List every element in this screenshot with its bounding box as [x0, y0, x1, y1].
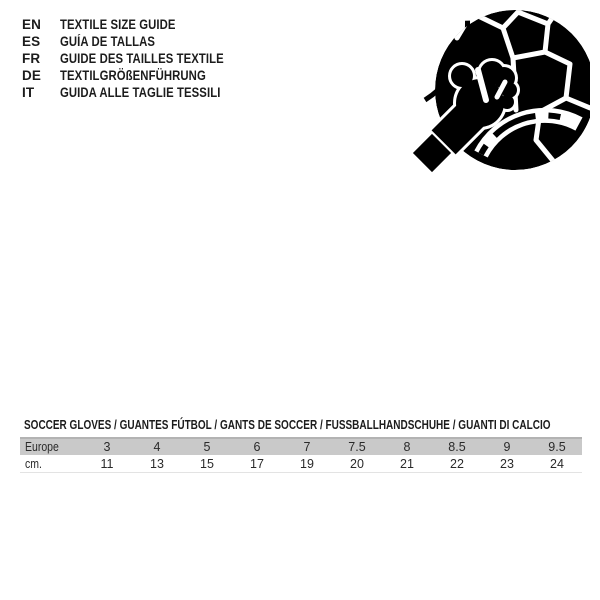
- lang-label-it: GUIDA ALLE TAGLIE TESSILI: [60, 85, 221, 100]
- lang-row-de: [22, 67, 255, 84]
- lang-label-fr: GUIDE DES TAILLES TEXTILE: [60, 51, 224, 66]
- europe-size-cell: 8: [403, 440, 411, 454]
- cm-size-cell: 24: [550, 456, 564, 471]
- lang-code-en: EN: [22, 17, 41, 32]
- lang-label-en: TEXTILE SIZE GUIDE: [60, 17, 176, 32]
- europe-size-cell: 8.5: [448, 440, 466, 454]
- lang-row-fr: [22, 50, 255, 67]
- lang-code-de: DE: [22, 68, 41, 83]
- size-table-title: [24, 418, 600, 432]
- row-label-cm: cm.: [25, 456, 42, 471]
- cm-size-cell: 13: [150, 456, 164, 471]
- language-title-list: [22, 16, 255, 101]
- lang-label-es: GUÍA DE TALLAS: [60, 34, 156, 49]
- cm-size-cell: 19: [300, 456, 314, 471]
- lang-row-es: [22, 33, 255, 50]
- europe-size-cell: 9.5: [548, 440, 566, 454]
- lang-code-it: IT: [22, 85, 35, 100]
- europe-size-cell: 6: [253, 440, 261, 454]
- europe-size-cell: 3: [103, 440, 111, 454]
- lang-label-de: TEXTILGRÖßENFÜHRUNG: [60, 68, 206, 83]
- row-label-europe: Europe: [25, 440, 59, 454]
- cm-size-cell: 20: [350, 456, 364, 471]
- lang-row-it: [22, 84, 255, 101]
- europe-size-cell: 4: [153, 440, 161, 454]
- goalkeeper-glove-ball-icon: [412, 0, 590, 196]
- europe-size-cell: 5: [203, 440, 211, 454]
- lang-row-en: [22, 16, 255, 33]
- cm-size-cell: 21: [400, 456, 414, 471]
- lang-code-es: ES: [22, 34, 41, 49]
- cm-size-cell: 11: [100, 456, 114, 471]
- size-table: [20, 437, 582, 473]
- cm-size-cell: 23: [500, 456, 514, 471]
- europe-size-cell: 7: [303, 440, 311, 454]
- table-row-europe: [20, 437, 582, 455]
- europe-size-cell: 7.5: [348, 440, 366, 454]
- size-table-title-text: SOCCER GLOVES / GUANTES FÚTBOL / GANTS DE SOCCER / FUSSBALLHANDSCHUHE / GUANTI DI CALCIO: [24, 418, 551, 432]
- cm-size-cell: 22: [450, 456, 464, 471]
- cm-size-cell: 15: [200, 456, 214, 471]
- lang-code-fr: FR: [22, 51, 41, 66]
- cm-size-cell: 17: [250, 456, 264, 471]
- europe-size-cell: 9: [503, 440, 511, 454]
- table-row-cm: [20, 455, 582, 473]
